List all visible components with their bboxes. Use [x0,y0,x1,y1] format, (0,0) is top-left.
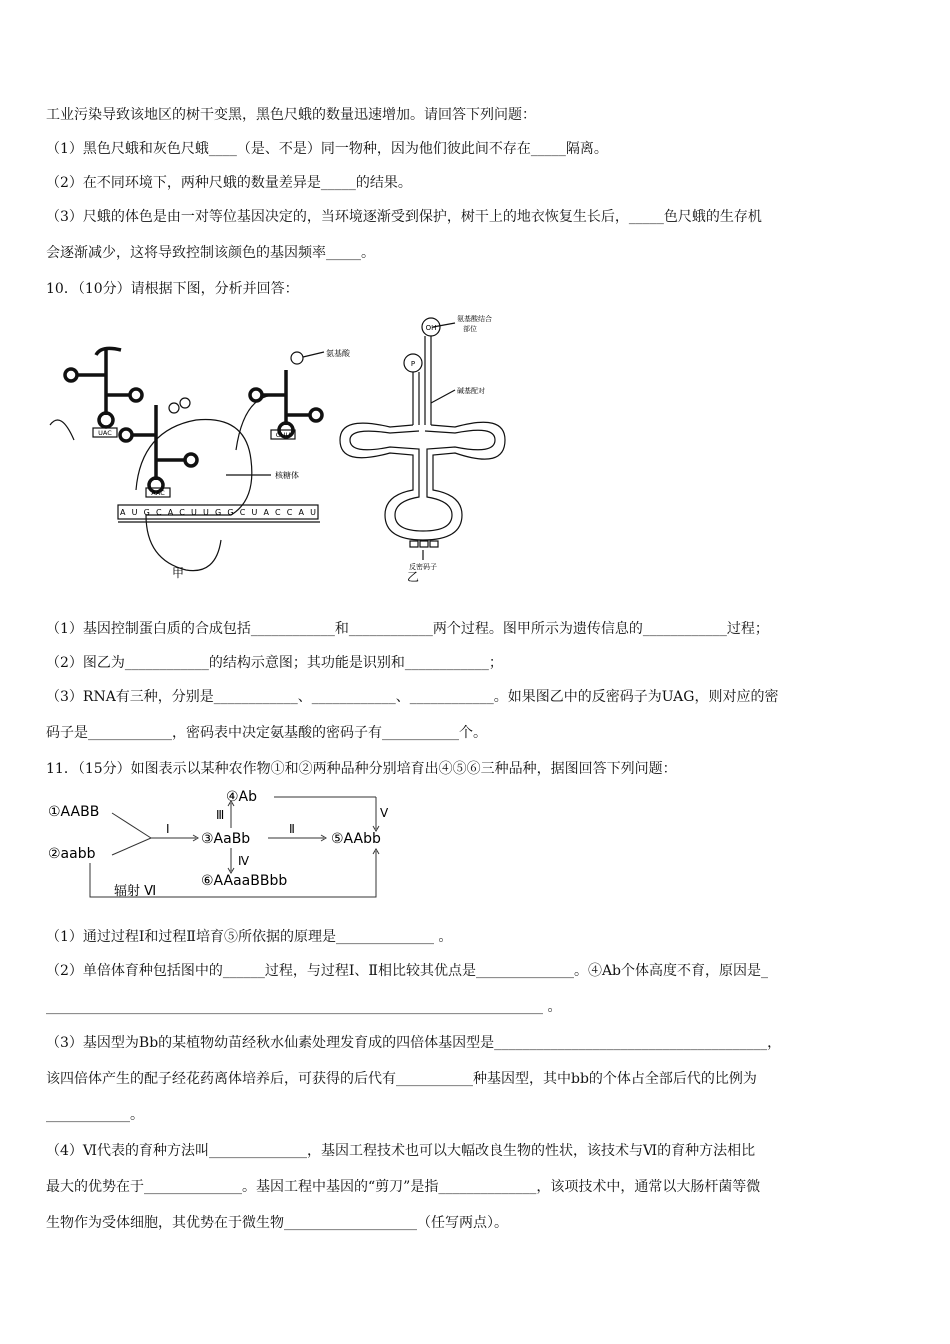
cloverleaf-outline [340,422,505,540]
node-5: ⑤AAbb [331,831,381,847]
q11-part4-line2: 最大的优势在于______________。基因工程中基因的“剪刀”是指______________，该项技术中，通常以大肠杆菌等微 [46,1179,761,1195]
base-pairing-label: 碱基配对 [457,387,485,395]
q10-part3-line1: （3）RNA有三种，分别是____________、____________、____________。如果图乙中的反密码子为UAG，则对应的密 [46,689,779,705]
q10-part3-line2: 码子是____________，密码表中决定氨基酸的密码子有___________个。 [46,725,487,741]
q11-part2-line1: （2）单倍体育种包括图中的______过程，与过程Ⅰ、Ⅱ相比较其优点是______________。④Ab个体高度不育，原因是_ [46,963,769,979]
route-2: Ⅱ [289,822,295,836]
q11-part3-line2: 该四倍体产生的配子经花药离体培养后，可获得的后代有___________种基因型，其中bb的个体占全部后代的比例为 [46,1071,757,1087]
figure-jia-caption: 甲 [171,566,185,580]
anticodon-label-1: UAC [98,429,112,437]
binding-site-label: 氨基酸结合 [457,315,492,323]
q9-intro: 工业污染导致该地区的树干变黑，黑色尺蛾的数量迅速增加。请回答下列问题： [46,107,536,123]
q10-part2: （2）图乙为____________的结构示意图；其功能是识别和____________； [46,655,503,671]
amino-acid-label: 氨基酸 [326,349,350,358]
node-4: ④Ab [226,789,258,805]
mrna-sequence: AUGCACUUGGCUACCAU [120,508,316,517]
q11-part3-line1: （3）基因型为Bb的某植物幼苗经秋水仙素处理发育成的四倍体基因型是_______________________________________， [46,1035,782,1051]
anticodon-label-3: GUU [275,431,291,439]
route-5: Ⅴ [380,806,389,820]
q10-title: 10．（10分）请根据下图，分析并回答： [46,281,299,297]
trna-1-shape [76,350,131,415]
q9-part1: （1）黑色尺蛾和灰色尺蛾____（是、不是）同一物种，因为他们彼此间不存在_____隔离。 [46,141,608,157]
q11-part4-line1: （4）Ⅵ代表的育种方法叫______________，基因工程技术也可以大幅改良生物的性状，该技术与Ⅵ的育种方法相比 [46,1143,756,1159]
oh-label: OH [425,324,437,332]
figure-breeding-diagram [46,783,406,908]
amino-acid-bead [291,352,303,364]
q9-part3-line1: （3）尺蛾的体色是由一对等位基因决定的，当环境逐渐受到保护，树干上的地衣恢复生长后，_____色尺蛾的生存机 [46,209,762,225]
q11-part4-line3: 生物作为受体细胞，其优势在于微生物___________________（任写两点）。 [46,1215,508,1231]
q10-part1: （1）基因控制蛋白质的合成包括____________和____________两个过程。图甲所示为遗传信息的____________过程； [46,621,769,637]
q11-part3-line3: ____________。 [46,1107,144,1123]
node-2: ②aabb [48,846,96,862]
q9-part3-line2: 会逐渐减少，这将导致控制该颜色的基因频率_____。 [46,245,375,261]
node-1: ①AABB [48,804,100,820]
route-4: Ⅳ [238,854,250,868]
route-6: 辐射 Ⅵ [114,884,157,899]
q9-part2: （2）在不同环境下，两种尺蛾的数量差异是_____的结果。 [46,175,412,191]
figure-yi-trna-structure [330,305,510,585]
q11-part2-line2: _______________________________________________________________________ 。 [46,999,562,1015]
q11-part1: （1）通过过程Ⅰ和过程Ⅱ培育⑤所依据的原理是______________ 。 [46,929,453,945]
anticodon-label-2: AAC [151,489,165,497]
node-6: ⑥AAaaBBbb [201,873,288,889]
anticodon-label: 反密码子 [409,563,437,571]
binding-site-label-2: 部位 [463,325,477,333]
figure-yi-caption: 乙 [406,570,420,584]
figure-jia-translation [46,300,350,585]
route-3: Ⅲ [216,808,225,822]
trna-3-shape [261,370,311,425]
route-1: Ⅰ [166,822,170,836]
ribosome-label: 核糖体 [275,471,299,480]
node-3: ③AaBb [201,831,251,847]
q11-title: 11．（15分）如图表示以某种农作物①和②两种品种分别培育出④⑤⑥三种品种，据图回答下列问题： [46,761,677,777]
p-label: P [410,360,416,368]
